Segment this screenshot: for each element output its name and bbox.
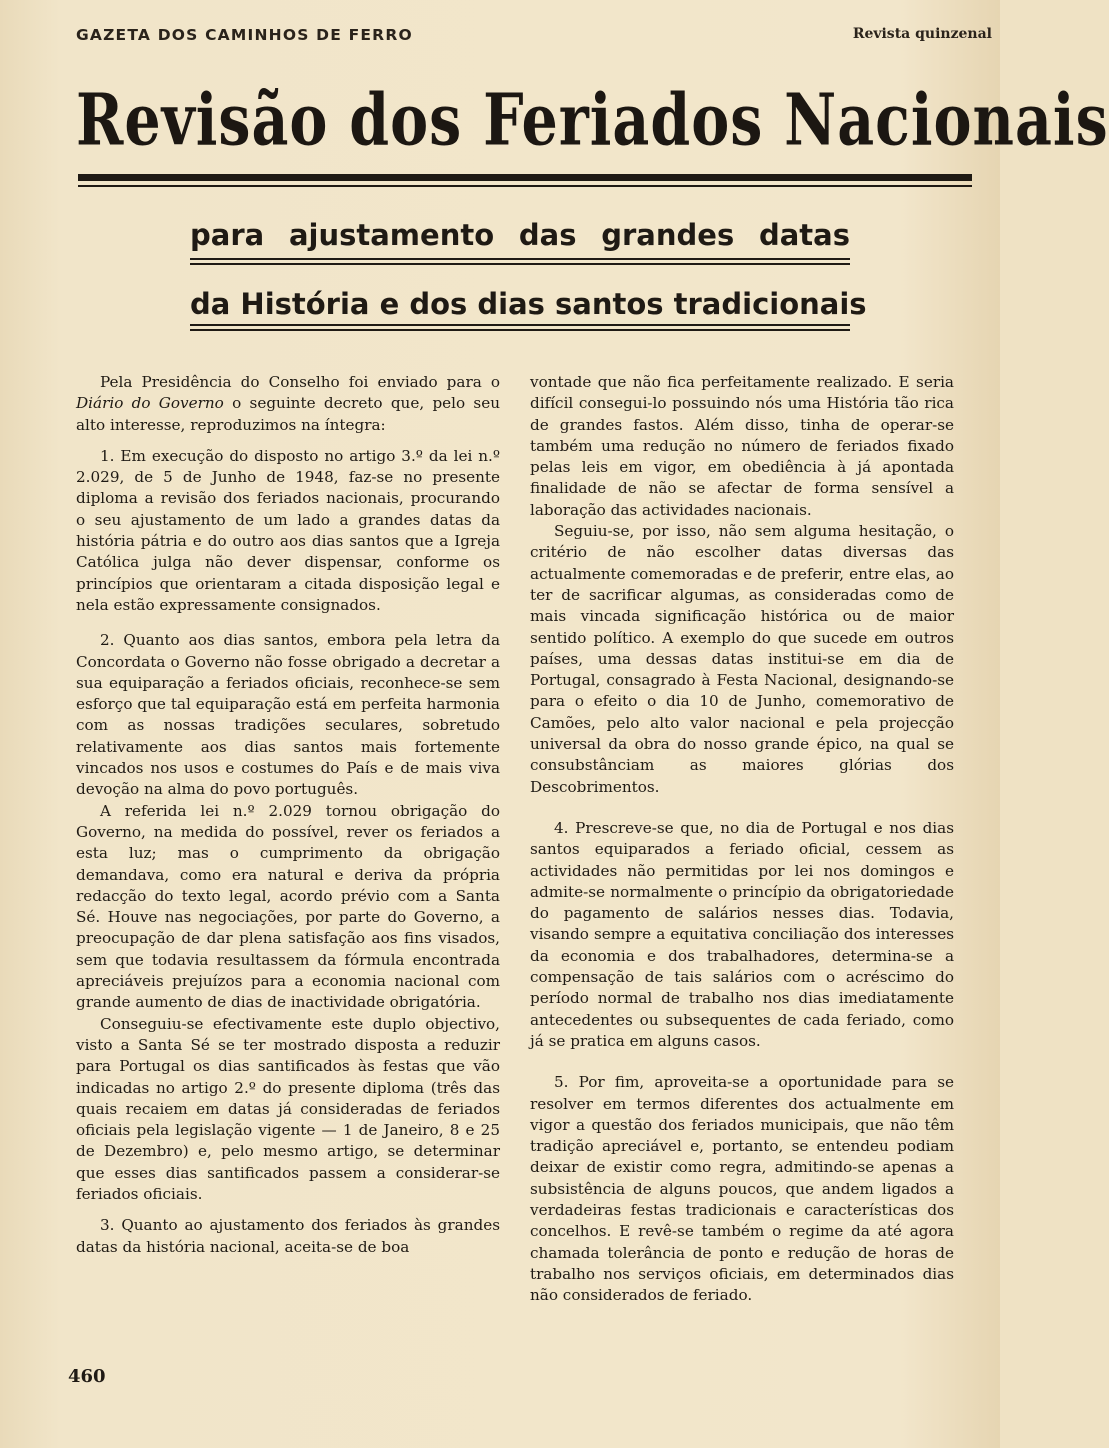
title-rule-thin [78, 185, 972, 187]
title-rule-thick [78, 174, 972, 181]
paragraph-4: 4. Prescreve-se que, no dia de Portugal e nos dias santos equiparados a feriado oficial, cessem as actividades não permitidas por lei nos domingos e admite-se normalmente o princípio da obrigatoriedade do pagamento de salários nesses dias. Todavia, visando sempre a equitativa conciliação dos interesses da economia e dos trabalhadores, determina-se a compensação de tais salários com o acréscimo do período normal de trabalho nos dias imediatamente antecedentes ou subsequentes de cada feriado, como já se pratica em alguns casos. [530, 818, 954, 1050]
subtitle-underline-2 [190, 324, 850, 326]
subtitle-line-1: para ajustamento das grandes datas [190, 218, 850, 252]
paragraph-2: 2. Quanto aos dias santos, embora pela letra da Concordata o Governo não fosse obrigado a decretar a sua equiparação a feriados oficiais, reconhece-se sem esforço que tal equiparação está em perfeita harmonia com as nossas tradições seculares, sobretudo relativamente aos dias santos mais fortemente vincados nos usos e costumes do País e de mais viva devoção na alma do povo português. [76, 631, 500, 799]
intro-text-1: Pela Presidência do Conselho foi enviado para o [100, 373, 500, 391]
journal-periodicity: Revista quinzenal [852, 26, 992, 42]
intro-italic-title: Diário do Governo [76, 394, 224, 413]
paragraph-5: 5. Por fim, aproveita-se a oportunidade para se resolver em termos diferentes dos actualmente em vigor a questão dos feriados municipais, que não têm tradição apreciável e, portanto, se entendeu podiam deixar de existir como regra, admitindo-se apenas a subsistência de alguns poucos, que andem ligados a verdadeiras festas tradicionais e características dos concelhos. E revê-se também o regime da até agora chamada tolerância de ponto e redução de horas de trabalho nos serviços oficiais, em determinados dias não considerados de feriado. [530, 1073, 954, 1305]
paragraph-1: 1. Em execução do disposto no artigo 3.º da lei n.º 2.029, de 5 de Junho de 1948, faz-se no presente diploma a revisão dos feriados nacionais, procurando o seu ajustamento de um lado a grandes datas da história pátria e do outro aos dias santos que a Igreja Católica julga não dever dispensar, conforme os princípios que orientaram a citada disposição legal e nela estão expressamente consignados. [76, 446, 500, 614]
article-title: Revisão dos Feriados Nacionais [76, 78, 1109, 162]
intro-paragraph [76, 372, 500, 436]
column-left [76, 372, 500, 1258]
subtitle-line-2: da História e dos dias santos tradicionais [190, 287, 867, 321]
running-header [76, 26, 992, 50]
paragraph-3b: Seguiu-se, por isso, não sem alguma hesitação, o critério de não escolher datas diversas das actualmente comemoradas e de preferir, entre elas, ao ter de sacrificar algumas, as consideradas como de mais vincada significação histórica ou de maior sentido político. A exemplo do que sucede em outros países, uma dessas datas institui-se em dia de Portugal, consagrado à Festa Nacional, designando-se para o efeito o dia 10 de Junho, comemorativo de Camões, pelo alto valor nacional e pela projecção universal da obra do nosso grande épico, na qual se consubstânciam as maiores glórias dos Descobrimentos. [530, 522, 954, 796]
subtitle-underline-1b [190, 263, 850, 265]
intro-text-2: o seguinte decreto que, pelo seu alto interesse, reproduzimos na íntegra: [76, 394, 500, 434]
subtitle-underline-1 [190, 258, 850, 260]
subtitle-underline-2b [190, 329, 850, 331]
paragraph-2c: Conseguiu-se efectivamente este duplo objectivo, visto a Santa Sé se ter mostrado disposta a reduzir para Portugal os dias santificados às festas que vão indicadas no artigo 2.º do presente diploma (três das quais recaiem em datas já consideradas de feriados oficiais pela legislação vigente — 1 de Janeiro, 8 e 25 de Dezembro) e, pelo mesmo artigo, se determinar que esses dias santificados passem a considerar-se feriados oficiais. [76, 1014, 500, 1203]
paragraph-3-continued: vontade que não fica perfeitamente realizado. E seria difícil consegui-lo possuindo nós uma História tão rica de grandes fastos. Além disso, tinha de operar-se também uma redução no número de feriados fixado pelas leis em vigor, em obediência à já apontada finalidade de não se afectar de forma sensível a laboração das actividades nacionais. [530, 373, 954, 519]
journal-name: GAZETA DOS CAMINHOS DE FERRO [76, 26, 413, 44]
paragraph-3-start: 3. Quanto ao ajustamento dos feriados às grandes datas da história nacional, aceita-se de boa [76, 1216, 500, 1256]
paragraph-2b: A referida lei n.º 2.029 tornou obrigação do Governo, na medida do possível, rever os feriados a esta luz; mas o cumprimento da obrigação demandava, como era natural e deriva da própria redacção do texto legal, acordo prévio com a Santa Sé. Houve nas negociações, por parte do Governo, a preocupação de dar plena satisfação aos fins visados, sem que todavia resultassem da fórmula encontrada apreciáveis prejuízos para a economia nacional com grande aumento de dias de inactividade obrigatória. [76, 801, 500, 1012]
column-right [530, 372, 954, 1306]
page-number: 460 [68, 1366, 106, 1387]
